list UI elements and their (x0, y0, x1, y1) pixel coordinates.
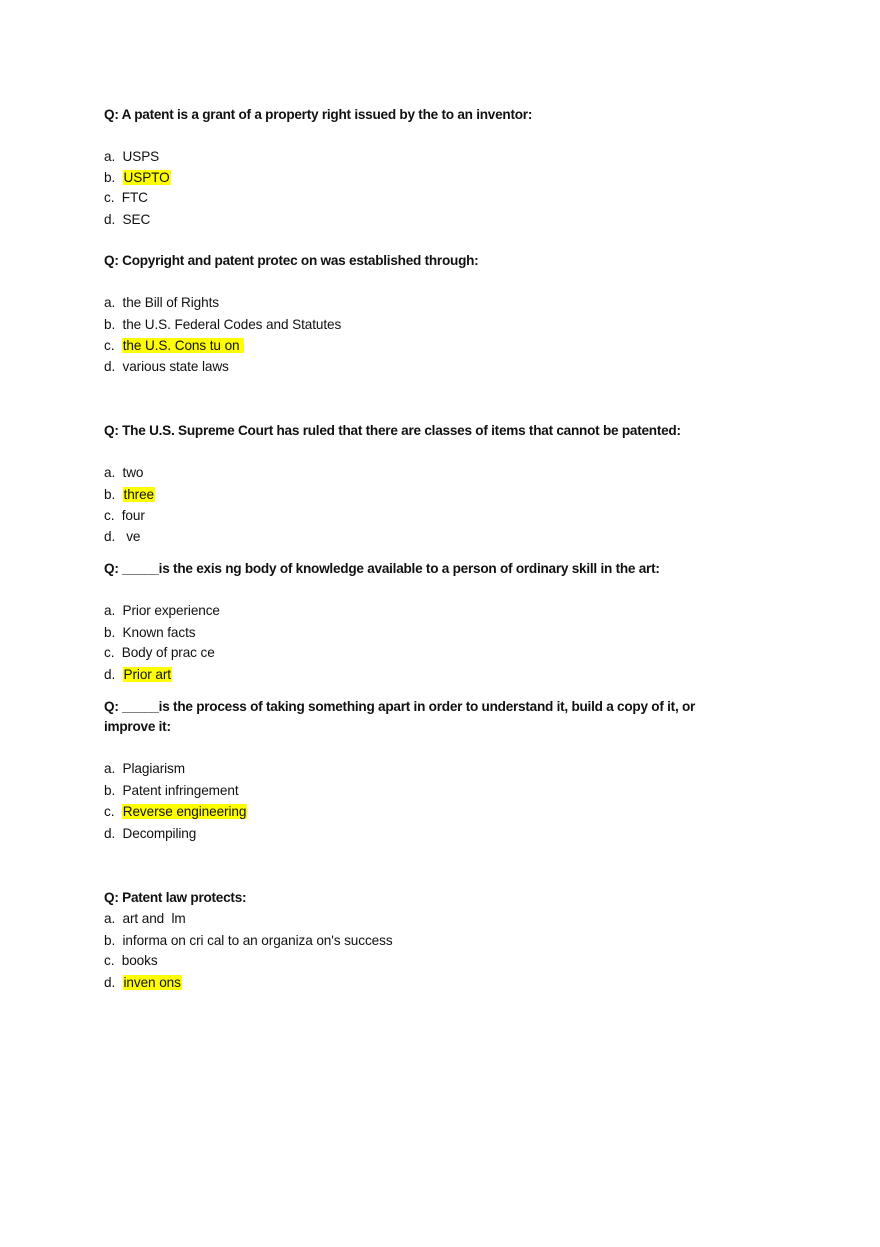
option-text: ve (122, 529, 141, 544)
option-text: art and lm (122, 911, 186, 926)
correct-answer-highlight: the U.S. Cons tu on (122, 338, 244, 353)
answer-option (104, 803, 247, 821)
answer-option (104, 189, 148, 207)
option-letter: d. (104, 212, 119, 227)
question-text: Q: The U.S. Supreme Court has ruled that there are classes of items that cannot be patented: (104, 423, 681, 438)
answer-option (104, 910, 186, 928)
question-text: Q: _____is the exis ng body of knowledge available to a person of ordinary skill in the art: (104, 561, 660, 576)
question-text: Q: A patent is a grant of a property right issued by the to an inventor: (104, 107, 533, 122)
answer-option (104, 825, 196, 843)
option-letter: b. (104, 487, 119, 502)
option-text: the Bill of Rights (122, 295, 219, 310)
answer-option (104, 760, 185, 778)
option-letter: a. (104, 149, 119, 164)
answer-option (104, 316, 341, 334)
option-letter: d. (104, 975, 119, 990)
option-text: four (121, 508, 145, 523)
option-letter: b. (104, 170, 119, 185)
option-letter: b. (104, 933, 119, 948)
option-letter: a. (104, 761, 119, 776)
option-text: the U.S. Federal Codes and Statutes (122, 317, 342, 332)
option-letter: c. (104, 338, 119, 353)
answer-option (104, 952, 158, 970)
option-text: SEC (122, 212, 151, 227)
option-letter: b. (104, 317, 119, 332)
option-text: Known facts (122, 625, 196, 640)
question-text: Q: _____is the process of taking something apart in order to understand it, build a copy of it, or (104, 699, 696, 714)
answer-option (104, 528, 140, 546)
option-letter: a. (104, 603, 119, 618)
answer-option (104, 148, 159, 166)
answer-option (104, 464, 143, 482)
answer-option (104, 602, 220, 620)
option-letter: a. (104, 465, 119, 480)
option-text: Decompiling (122, 826, 197, 841)
option-letter: a. (104, 295, 119, 310)
question-text: Q: Patent law protects: (104, 890, 247, 905)
answer-option (104, 211, 150, 229)
option-letter: a. (104, 911, 119, 926)
option-text: Prior experience (122, 603, 220, 618)
option-letter: d. (104, 359, 119, 374)
option-letter: d. (104, 529, 119, 544)
option-text: Patent infringement (122, 783, 239, 798)
option-text: FTC (121, 190, 148, 205)
answer-option (104, 507, 145, 525)
question-text: Q: Copyright and patent protec on was established through: (104, 253, 479, 268)
option-text: two (122, 465, 144, 480)
correct-answer-highlight: inven ons (123, 975, 181, 990)
option-text: books (121, 953, 158, 968)
answer-option (104, 358, 229, 376)
answer-option (104, 644, 215, 662)
option-letter: c. (104, 645, 119, 660)
option-letter: d. (104, 667, 119, 682)
option-text: Plagiarism (122, 761, 185, 776)
correct-answer-highlight: three (123, 487, 154, 502)
option-letter: b. (104, 783, 119, 798)
option-text: Body of prac ce (121, 645, 215, 660)
answer-option (104, 974, 182, 992)
answer-option (104, 169, 171, 187)
answer-option (104, 486, 155, 504)
correct-answer-highlight: Prior art (123, 667, 171, 682)
answer-option (104, 932, 393, 950)
option-letter: c. (104, 953, 119, 968)
answer-option (104, 666, 172, 684)
correct-answer-highlight: USPTO (123, 170, 170, 185)
answer-option (104, 294, 219, 312)
answer-option (104, 624, 195, 642)
option-letter: c. (104, 508, 119, 523)
option-letter: b. (104, 625, 119, 640)
question-text: improve it: (104, 719, 171, 734)
option-letter: c. (104, 804, 119, 819)
answer-option (104, 782, 239, 800)
option-text: USPS (122, 149, 160, 164)
option-letter: c. (104, 190, 119, 205)
option-letter: d. (104, 826, 119, 841)
correct-answer-highlight: Reverse engineering (122, 804, 247, 819)
option-text: informa on cri cal to an organiza on's success (122, 933, 393, 948)
answer-option (104, 337, 244, 355)
option-text: various state laws (122, 359, 229, 374)
